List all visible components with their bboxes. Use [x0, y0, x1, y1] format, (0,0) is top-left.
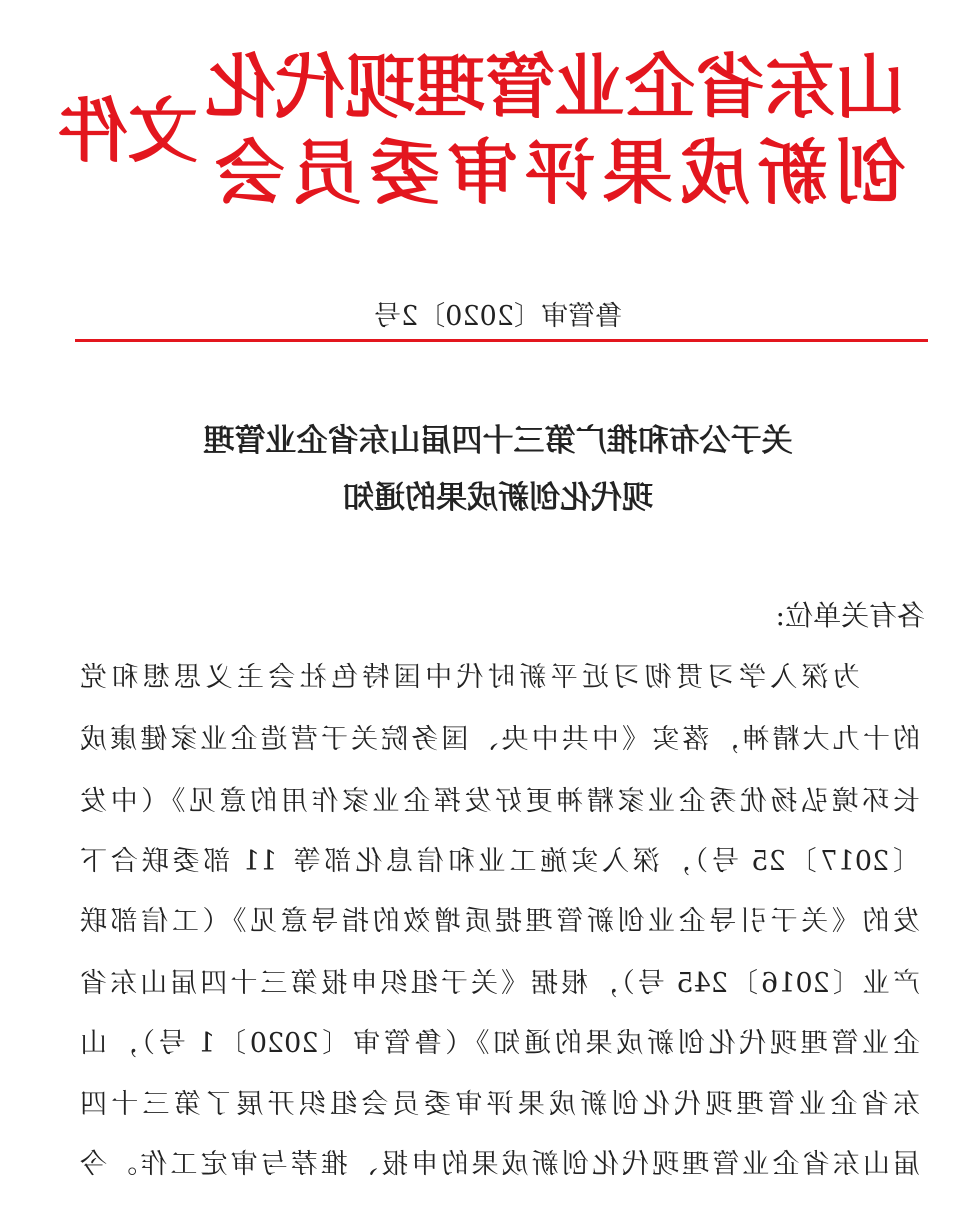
body-line: 长环境弘扬优秀企业家精神更好发挥企业家作用的意见》（中发 — [80, 786, 920, 817]
body-line: 产业〔2016〕245 号），根据《关于组织申报第三十四届山东省 — [80, 968, 920, 999]
issuer-name-line1: 山东省企业管理现代化 — [205, 46, 905, 128]
document-type: 文件 — [58, 90, 198, 172]
title-line1: 关于公布和推广第三十四届山东省企业管理 — [203, 423, 793, 459]
body-line: 〔2017〕25 号），深入实施工业和信息化部等 11 部委联合下 — [80, 846, 920, 877]
body-line: 为深入学习贯彻习近平新时代中国特色社会主义思想和党 — [80, 662, 860, 693]
document-number: 鲁管审〔2020〕2号 — [374, 301, 622, 332]
body-line: 的十九大精神，落实《中共中央、国务院关于营造企业家健康成 — [80, 724, 920, 755]
body-line: 届山东省企业管理现代化创新成果的申报、推荐与审定工作。今 — [80, 1149, 920, 1180]
salutation: 各有关单位: — [775, 599, 925, 632]
body-line: 企业管理现代化创新成果的通知》（鲁管审〔2020〕1 号），山 — [80, 1028, 920, 1059]
body-line: 发的《关于引导企业创新管理提质增效的指导意见》（工信部联 — [80, 906, 920, 937]
title-line2: 现代化创新成果的通知 — [343, 480, 653, 516]
body-line: 东省企业管理现代化创新成果评审委员会组织开展了第三十四 — [80, 1089, 920, 1120]
issuer-name-line2: 创新成果评审委员会 — [215, 132, 905, 214]
red-divider — [75, 339, 928, 342]
